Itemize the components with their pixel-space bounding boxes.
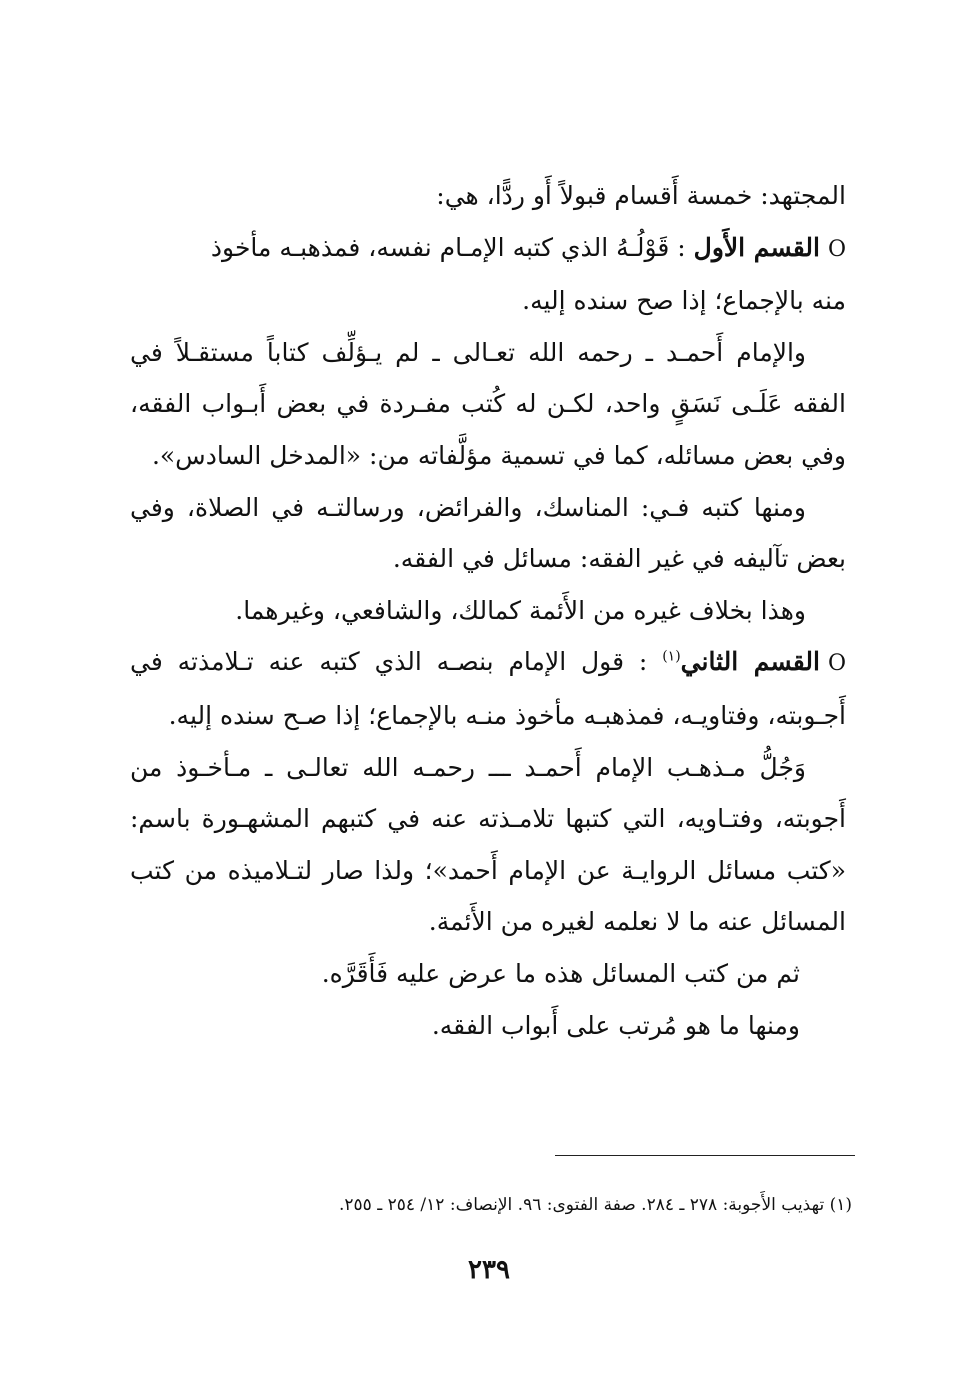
intro-line: المجتهد: خمسة أَقسام قبولاً أَو ردًّا، هي: bbox=[436, 181, 846, 210]
paragraph: وَجُلُّ مـذهـب الإمام أَحمـد ـــ رحمـه الله تعالـى ـ مـأخـوذ من أَجوبته، وفتـاويه، التي كتبها تلامـذته عنه في كتبهم المشهـورة باسم: «كتب مسائل الروايـة عن الإمام أَحمد»؛ ولذا صار لتـلاميذه من كتب المسائل عنه ما لا نعلمه لغيره من الأَئمة. bbox=[130, 752, 846, 937]
paragraph: ومنها ما هو مُرتب على أَبواب الفقه. bbox=[431, 1010, 800, 1040]
paragraph: ومنها كتبه فـي: المناسك، والفرائض، ورسالتـه في الصلاة، وفي بعض تآليفه في غير الفقه: مسائل في الفقه. bbox=[130, 492, 846, 574]
circle-bullet-icon: O bbox=[827, 236, 846, 262]
page-number: ٢٣٩ bbox=[468, 1255, 510, 1285]
section-second-text: : قول الإمام بنصـه الذي كتبه عنه تـلامذته في أَجـوبته، وفتاويـه، فمذهبـه مأخوذ منـه بالإجماع؛ إذا صـح سنده إليه. bbox=[130, 647, 846, 730]
section-first bbox=[130, 222, 846, 276]
circle-bullet-icon: O bbox=[827, 651, 847, 677]
footnote-divider bbox=[555, 1155, 855, 1156]
section-second-heading: القسم الثاني bbox=[680, 647, 820, 677]
footnote: (١) تهذيب الأَجوبة: ٢٧٨ ـ ٢٨٤. صفة الفتوى: ٩٦. الإنصاف: ١٢/ ٢٥٤ ـ ٢٥٥. bbox=[339, 1195, 852, 1215]
paragraph: والإمام أَحمـد ـ رحمه الله تعـالى ـ لم يـؤلِّف كتاباً مستقـلاً في الفقه عَلَـى نَسَقٍ واحد، لكـن له كُتب مفـردة في بعض أَبـواب الفقه، وفي بعض مسائله، كما في تسمية مؤلَّفاته من: «المدخل السادس». bbox=[130, 337, 846, 470]
section-first-text: : قَوْلُـهُ الذي كتبه الإمـام نفسه، فمذهبـه مأخوذ bbox=[210, 232, 686, 262]
footnote-reference: (١) bbox=[662, 649, 681, 666]
paragraph: وهذا بخلاف غيره من الأَئمة كمالك، والشافعي، وغيرهما. bbox=[235, 595, 806, 625]
paragraph: منه بالإجماع؛ إذا صح سنده إليه. bbox=[522, 286, 846, 316]
section-first-heading: القسم الأَول bbox=[693, 232, 820, 262]
section-second bbox=[130, 636, 846, 741]
main-text bbox=[130, 170, 846, 1051]
paragraph: ثم من كتب المسائل هذه ما عرض عليه فَأَقَرَّه. bbox=[321, 958, 800, 988]
